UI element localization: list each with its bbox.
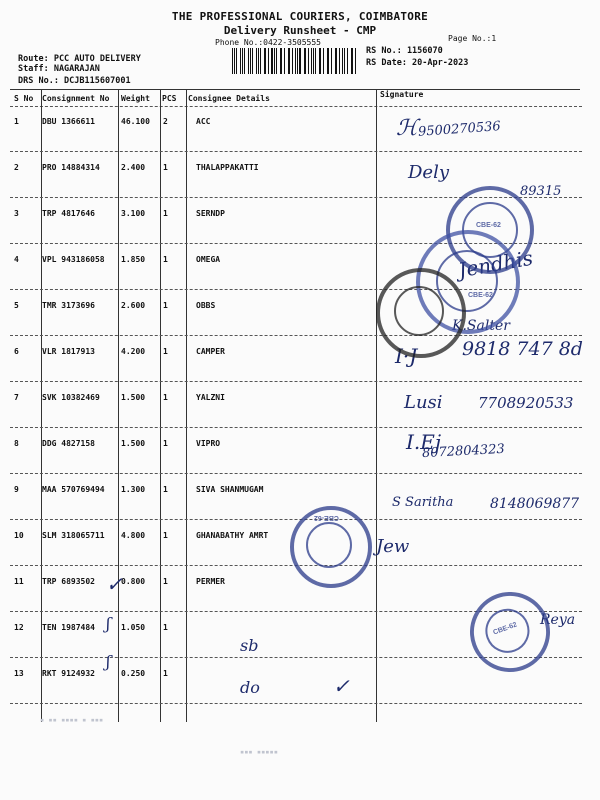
row-pcs: 1 [163, 623, 168, 632]
barcode-bar [260, 48, 261, 74]
row-sno: 4 [14, 255, 19, 264]
staff: Staff: NAGARAJAN [18, 64, 100, 74]
row-consignment: PRO 14884314 [42, 163, 100, 172]
column-divider [186, 90, 187, 722]
bleed-through: ▪▪▪ ▪▪▪▪▪ [240, 748, 278, 756]
row-consignee: VIPRO [196, 439, 221, 448]
barcode-bar [232, 48, 233, 74]
column-divider [376, 90, 377, 722]
row-consignment: SVK 10382469 [42, 393, 100, 402]
row-pcs: 1 [163, 439, 168, 448]
row-pcs: 1 [163, 255, 168, 264]
row-weight: 3.100 [121, 209, 146, 218]
row-sno: 1 [14, 117, 19, 126]
row-sno: 5 [14, 301, 19, 310]
row-pcs: 1 [163, 669, 168, 678]
barcode-bar [335, 48, 336, 74]
row-pcs: 1 [163, 209, 168, 218]
header-rule [10, 106, 582, 107]
stamp-code: CBE-62 [468, 292, 493, 299]
barcode [232, 48, 358, 74]
col-sno: S No [14, 94, 34, 103]
row-weight: 1.850 [121, 255, 146, 264]
table-top-rule [10, 89, 580, 90]
signature-scribble: Lusi [404, 392, 443, 413]
row-sno: 11 [14, 577, 24, 586]
column-divider [118, 90, 119, 722]
row-weight: 1.300 [121, 485, 146, 494]
row-pcs: 1 [163, 347, 168, 356]
row-pcs: 2 [163, 117, 168, 126]
row-consignment: DBU 1366611 [42, 117, 95, 126]
barcode-bar [352, 48, 353, 74]
col-weight: Weight [121, 94, 150, 103]
row-consignee: CAMPER [196, 347, 225, 356]
barcode-bar [268, 48, 269, 74]
row-weight: 0.800 [121, 577, 146, 586]
row-sno: 2 [14, 163, 19, 172]
rs-number: RS No.: 1156070 [366, 46, 443, 56]
col-consignment: Consignment No [42, 94, 110, 103]
stamp-code: CBE-62 [492, 621, 519, 637]
row-weight: 1.500 [121, 439, 146, 448]
phone-number: Phone No.:0422-3505555 [215, 38, 321, 47]
signature-phone: 9500270536 [417, 119, 502, 140]
row-consignment: VPL 943186058 [42, 255, 105, 264]
barcode-bar [248, 48, 249, 74]
row-divider [10, 151, 582, 152]
barcode-bar [313, 48, 314, 74]
signature-scribble: ℋ [396, 116, 418, 141]
row-sno: 12 [14, 623, 24, 632]
row-pcs: 1 [163, 163, 168, 172]
bleed-through: ▪ ▪▪ ▪▪▪▪ ▪ ▪▪▪ [40, 716, 104, 724]
row-weight: 2.600 [121, 301, 146, 310]
row-weight: 1.050 [121, 623, 146, 632]
barcode-bar [295, 48, 296, 74]
row-divider [10, 473, 582, 474]
signature-note: 89315 [520, 184, 562, 199]
col-signature: Signature [380, 90, 424, 99]
row-weight: 2.400 [121, 163, 146, 172]
row-consignment: SLM 318065711 [42, 531, 105, 540]
check-mark: ʃ [106, 652, 111, 671]
row-sno: 13 [14, 669, 24, 678]
signature-scribble: Dely [408, 162, 450, 183]
check-mark: ✓ [106, 572, 123, 596]
row-consignment: MAA 570769494 [42, 485, 105, 494]
row-consignee: YALZNI [196, 393, 225, 402]
route: Route: PCC AUTO DELIVERY [18, 54, 141, 64]
row-consignment: RKT 9124932 [42, 669, 95, 678]
row-consignment: TRP 6893502 [42, 577, 95, 586]
row-consignment: TRP 4817646 [42, 209, 95, 218]
row-pcs: 1 [163, 301, 168, 310]
row-pcs: 1 [163, 577, 168, 586]
signature-scribble: I.Ej [406, 430, 442, 454]
row-sno: 8 [14, 439, 19, 448]
signature-scribble: do [240, 678, 260, 697]
row-divider [10, 335, 582, 336]
barcode-bar [342, 48, 343, 74]
row-divider [10, 427, 582, 428]
signature-scribble: Jew [376, 536, 410, 557]
stamp-code: CBE-62 [314, 514, 339, 521]
row-weight: 46.100 [121, 117, 150, 126]
barcode-bar [276, 48, 277, 74]
signature-phone: 8072804323 [421, 441, 506, 462]
barcode-bar [323, 48, 324, 74]
row-weight: 1.500 [121, 393, 146, 402]
barcode-bar [244, 48, 245, 74]
column-divider [160, 90, 161, 722]
row-consignment: VLR 1817913 [42, 347, 95, 356]
signature-scribble: ✓ [333, 674, 350, 698]
signature-scribble: Reya [540, 612, 576, 628]
row-weight: 4.800 [121, 531, 146, 540]
runsheet-title: Delivery Runsheet - CMP [223, 24, 377, 37]
row-divider [10, 519, 582, 520]
rs-date: RS Date: 20-Apr-2023 [366, 58, 469, 68]
col-consignee: Consignee Details [188, 94, 270, 103]
row-divider [10, 703, 582, 704]
barcode-bar [240, 48, 241, 74]
signature-name: S Saritha [392, 495, 454, 510]
signature-phone: 9818 747 8d [462, 338, 583, 360]
rubber-stamp [290, 506, 372, 588]
company-title: THE PROFESSIONAL COURIERS, COIMBATORE [171, 10, 429, 23]
row-consignment: TMR 3173696 [42, 301, 95, 310]
barcode-bar [328, 48, 329, 74]
barcode-bar [284, 48, 285, 74]
barcode-bar [252, 48, 253, 74]
drs-number: DRS No.: DCJB115607001 [18, 76, 131, 86]
barcode-bar [305, 48, 306, 74]
signature-scribble: I·J [395, 344, 418, 368]
signature-phone: 8148069877 [490, 496, 580, 512]
page-number: Page No.:1 [448, 34, 497, 43]
row-consignee: PERMER [196, 577, 225, 586]
row-divider [10, 381, 582, 382]
row-pcs: 1 [163, 531, 168, 540]
stamp-code: CBE-62 [476, 222, 501, 229]
row-pcs: 1 [163, 485, 168, 494]
row-consignee: ACC [196, 117, 211, 126]
barcode-bar [271, 48, 272, 74]
row-consignee: THALAPPAKATTI [196, 163, 259, 172]
barcode-bar [344, 48, 345, 74]
barcode-bar [288, 48, 289, 74]
row-pcs: 1 [163, 393, 168, 402]
row-consignment: DDG 4827158 [42, 439, 95, 448]
signature-scribble: sb [240, 636, 259, 655]
barcode-bar [315, 48, 316, 74]
row-consignee: SERNDP [196, 209, 225, 218]
row-weight: 4.200 [121, 347, 146, 356]
row-consignee: OBBS [196, 301, 216, 310]
check-mark: ʃ [106, 614, 111, 633]
col-pcs: PCS [162, 94, 177, 103]
row-sno: 9 [14, 485, 19, 494]
signature-phone: 7708920533 [478, 394, 574, 412]
row-consignee: OMEGA [196, 255, 221, 264]
row-consignee: SIVA SHANMUGAM [196, 485, 264, 494]
row-sno: 10 [14, 531, 24, 540]
row-sno: 6 [14, 347, 19, 356]
row-weight: 0.250 [121, 669, 146, 678]
row-consignment: TEN 1987484 [42, 623, 95, 632]
row-sno: 3 [14, 209, 19, 218]
rubber-stamp [376, 268, 466, 358]
signature-scribble: Jendhis [456, 245, 535, 283]
row-consignee: GHANABATHY AMRT [196, 531, 269, 540]
rubber-stamp [459, 581, 562, 684]
row-sno: 7 [14, 393, 19, 402]
barcode-bar [299, 48, 300, 74]
signature-scribble: K.Salter [452, 318, 510, 334]
